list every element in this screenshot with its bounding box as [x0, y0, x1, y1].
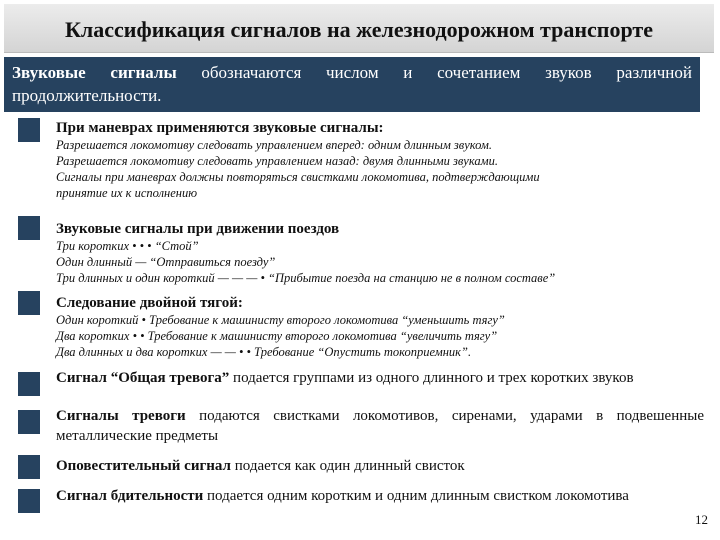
title-bar — [4, 4, 714, 53]
intro-bold: Звуковые сигналы — [12, 63, 177, 82]
bullet-square — [18, 489, 40, 513]
bullet-square — [18, 118, 40, 142]
section-line: Сигналы при маневрах должны повторяться свистками локомотива, подтверждающими — [56, 170, 540, 184]
section-line: принятие их к исполнению — [56, 186, 198, 200]
section-maneuvers — [56, 119, 704, 201]
section-line: Три коротких • • • “Стой” — [56, 239, 199, 253]
section-line: Один короткий • Требование к машинисту второго локомотива “уменьшить тягу” — [56, 313, 505, 327]
bullet-square — [18, 291, 40, 315]
item-text: подается одним коротким и одним длинным свистком локомотива — [203, 488, 629, 504]
bullet-square — [18, 410, 40, 434]
section-line: Один длинный — “Отправиться поезду” — [56, 255, 276, 269]
item-bold: Оповестительный сигнал — [56, 458, 231, 474]
section-line: Два длинных и два коротких — — • • Требование “Опустить токоприемник”. — [56, 345, 472, 359]
item-vigilance-signal — [56, 486, 704, 506]
item-bold: Сигнал “Общая тревога” — [56, 370, 230, 386]
item-text: подаются свистками локомотивов, сиренами, ударами в подвешенные металлические предметы — [56, 408, 704, 444]
section-line: Разрешается локомотиву следовать управлением вперед: одним длинным звуком. — [56, 138, 493, 152]
intro-box — [4, 57, 700, 112]
intro-text: обозначаются числом и сочетанием звуков различной продолжительности. — [12, 63, 692, 105]
item-general-alarm — [56, 368, 704, 388]
item-bold: Сигналы тревоги — [56, 408, 186, 424]
section-line: Два коротких • • Требование к машинисту второго локомотива “увеличить тягу” — [56, 329, 498, 343]
bullet-square — [18, 216, 40, 240]
item-bold: Сигнал бдительности — [56, 488, 204, 504]
section-heading: Звуковые сигналы при движении поездов — [56, 221, 340, 237]
section-line: Разрешается локомотиву следовать управлением назад: двумя длинными звуками. — [56, 154, 498, 168]
page-title: Классификация сигналов на железнодорожном транспорте — [64, 17, 654, 42]
bullet-square — [18, 455, 40, 479]
section-heading: При маневрах применяются звуковые сигналы: — [56, 120, 384, 136]
section-train-movement — [56, 220, 704, 286]
section-double-traction — [56, 294, 704, 360]
section-line: Три длинных и один короткий — — — • “Прибытие поезда на станцию не в полном составе” — [56, 271, 556, 285]
item-text: подается группами из одного длинного и трех коротких звуков — [229, 370, 634, 386]
section-heading: Следование двойной тягой: — [56, 295, 243, 311]
item-alarm-signals — [56, 406, 704, 446]
bullet-square — [18, 372, 40, 396]
page-number: 12 — [695, 512, 708, 527]
item-warning-signal — [56, 456, 704, 476]
item-text: подается как один длинный свисток — [230, 458, 465, 474]
